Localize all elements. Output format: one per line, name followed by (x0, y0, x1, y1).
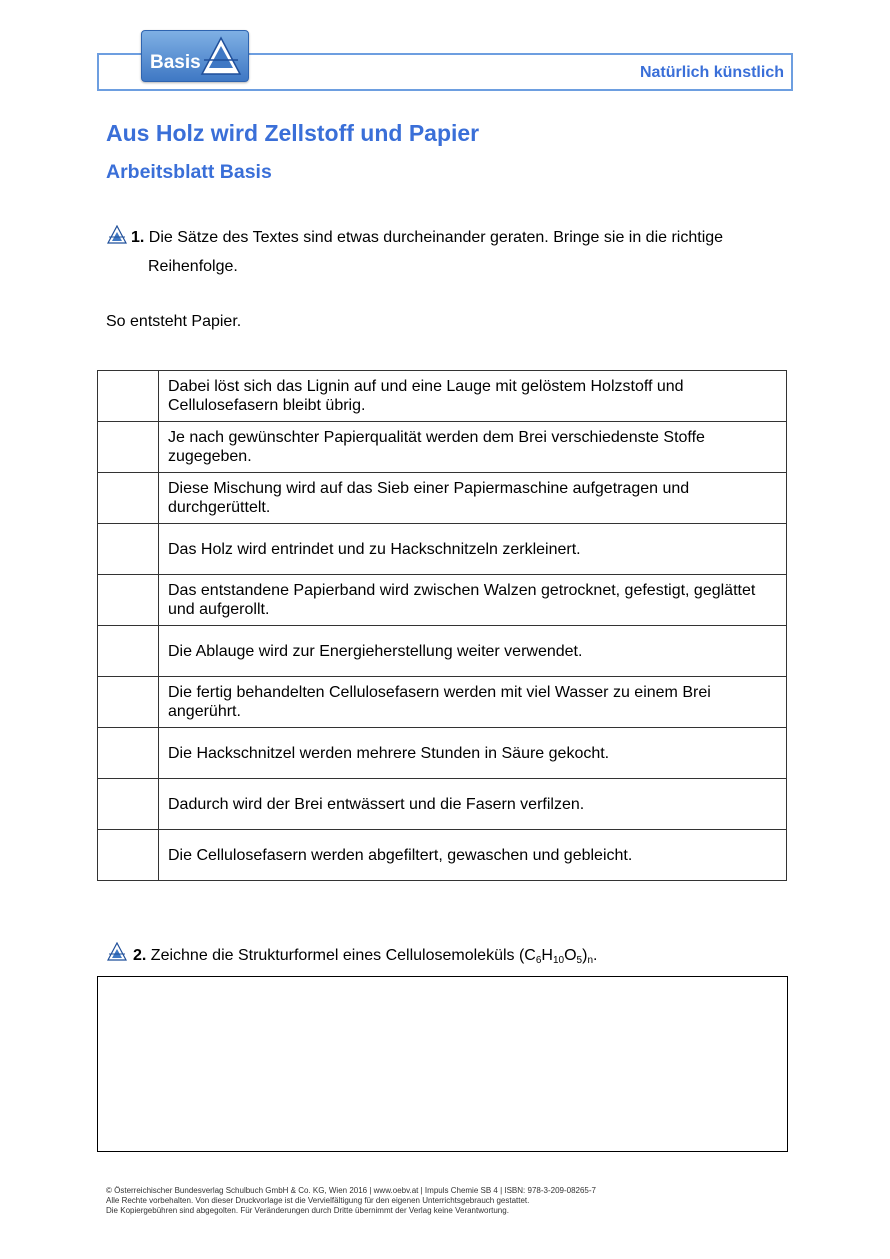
formula-close: ) (582, 947, 588, 964)
order-cell[interactable] (98, 779, 159, 830)
basis-logo (141, 30, 249, 82)
footer-copyright: © Österreichischer Bundesverlag Schulbuch GmbH & Co. KG, Wien 2016 | www.oebv.at | Impuls Chemie SB 4 | ISBN: 978-3-209-08265-7 (106, 1186, 596, 1195)
formula-end: . (593, 947, 598, 964)
formula-h: H (541, 947, 553, 964)
footer (106, 1186, 596, 1216)
table-row (98, 422, 787, 473)
task-2 (133, 941, 793, 970)
sentence-cell: Die Cellulosefasern werden abgefiltert, gewaschen und gebleicht. (159, 830, 787, 881)
logo-text: Basis (150, 52, 201, 73)
sentence-cell: Diese Mischung wird auf das Sieb einer Papiermaschine aufgetragen und durchgerüttelt. (159, 473, 787, 524)
level-triangle-icon (200, 36, 242, 76)
table-row (98, 575, 787, 626)
order-cell[interactable] (98, 422, 159, 473)
order-cell[interactable] (98, 524, 159, 575)
footer-disclaimer: Die Kopiergebühren sind abgegolten. Für Veränderungen durch Dritte übernimmt der Verlag keine Verantwortung. (106, 1206, 509, 1215)
drawing-answer-box[interactable] (97, 976, 788, 1152)
order-cell[interactable] (98, 371, 159, 422)
table-row (98, 830, 787, 881)
sentence-cell: Je nach gewünschter Papierqualität werden dem Brei verschiedenste Stoffe zugegeben. (159, 422, 787, 473)
order-cell[interactable] (98, 830, 159, 881)
sentence-cell: Die Hackschnitzel werden mehrere Stunden in Säure gekocht. (159, 728, 787, 779)
formula-sub-c: 6 (535, 955, 542, 966)
order-cell[interactable] (98, 626, 159, 677)
table-row (98, 677, 787, 728)
table-row (98, 524, 787, 575)
ordering-table (97, 370, 787, 881)
order-cell[interactable] (98, 728, 159, 779)
sentence-cell: Dabei löst sich das Lignin auf und eine Lauge mit gelöstem Holzstoff und Cellulosefasern bleibt übrig. (159, 371, 787, 422)
task-1 (131, 223, 811, 281)
table-row (98, 626, 787, 677)
table-row (98, 371, 787, 422)
basis-level-icon (107, 225, 127, 245)
task-2-text: Zeichne die Strukturformel eines Cellulosemoleküls (C (150, 947, 536, 964)
footer-rights: Alle Rechte vorbehalten. Von dieser Druckvorlage ist die Vervielfältigung für den eigenen Unterrichtsgebrauch gestattet. (106, 1196, 530, 1205)
order-cell[interactable] (98, 473, 159, 524)
order-cell[interactable] (98, 677, 159, 728)
basis-level-icon (107, 942, 127, 962)
task-1-intro: So entsteht Papier. (106, 313, 242, 330)
sentence-cell: Das Holz wird entrindet und zu Hackschnitzeln zerkleinert. (159, 524, 787, 575)
formula-sub-h: 10 (552, 955, 565, 966)
page-title: Aus Holz wird Zellstoff und Papier (106, 120, 480, 146)
task-1-text-line2: Reihenfolge. (148, 258, 238, 275)
formula-o: O (564, 947, 577, 964)
formula-sub-n: n (587, 955, 593, 966)
task-2-number: 2. (133, 947, 147, 964)
page-subtitle: Arbeitsblatt Basis (106, 161, 272, 183)
order-cell[interactable] (98, 575, 159, 626)
table-row (98, 473, 787, 524)
table-row (98, 779, 787, 830)
table-row (98, 728, 787, 779)
formula-sub-o: 5 (576, 955, 583, 966)
sentence-cell: Das entstandene Papierband wird zwischen Walzen getrocknet, gefestigt, geglättet und aufgerollt. (159, 575, 787, 626)
sentence-cell: Dadurch wird der Brei entwässert und die Fasern verfilzen. (159, 779, 787, 830)
task-1-text-line1: Die Sätze des Textes sind etwas durcheinander geraten. Bringe sie in die richtige (148, 229, 724, 246)
sentence-cell: Die fertig behandelten Cellulosefasern werden mit viel Wasser zu einem Brei angerührt. (159, 677, 787, 728)
task-1-number: 1. (131, 229, 145, 246)
sentence-cell: Die Ablauge wird zur Energieherstellung weiter verwendet. (159, 626, 787, 677)
series-title: Natürlich künstlich (639, 64, 784, 81)
